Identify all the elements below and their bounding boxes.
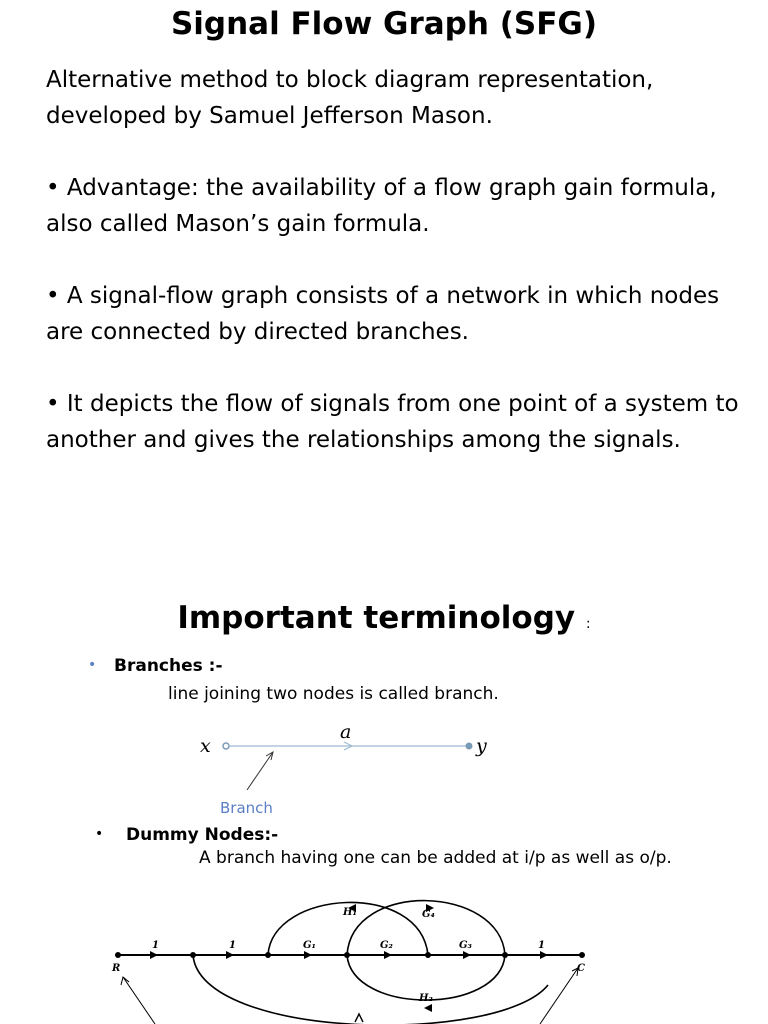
section-title-text: Important terminology bbox=[177, 600, 576, 636]
branch-output-node-label: y bbox=[476, 735, 487, 757]
gain-label-g2: G₂ bbox=[380, 940, 393, 951]
forward-arrow-6 bbox=[540, 951, 548, 959]
dummy-nodes-heading: Dummy Nodes:- bbox=[126, 825, 279, 845]
node-r bbox=[115, 952, 121, 958]
branch-pointer-label: Branch bbox=[220, 799, 273, 817]
gain-label-g3: G₃ bbox=[459, 940, 472, 951]
branch-input-node-label: x bbox=[200, 735, 211, 757]
forward-arrow-4 bbox=[384, 951, 392, 959]
gain-label-2: 1 bbox=[229, 940, 236, 951]
advantage-bullet: • Advantage: the availability of a flow graph gain formula, also called Mason’s gain formula. bbox=[46, 175, 717, 237]
upper-label-h1: H₁ bbox=[343, 907, 357, 918]
input-label-r: R bbox=[112, 963, 121, 974]
gain-label-g1: G₁ bbox=[303, 940, 316, 951]
outer-lower-loop bbox=[193, 955, 548, 1024]
node-c bbox=[579, 952, 585, 958]
section-title-colon: : bbox=[585, 616, 591, 632]
slide-title: Signal Flow Graph (SFG) bbox=[170, 6, 598, 42]
dummy-nodes-bullet: • bbox=[95, 826, 104, 842]
forward-arrow-1 bbox=[150, 951, 158, 959]
forward-arrow-5 bbox=[463, 951, 471, 959]
intro-paragraph: Alternative method to block diagram representation, developed by Samuel Jefferson Mason. bbox=[46, 67, 654, 129]
branches-definition: line joining two nodes is called branch. bbox=[168, 684, 499, 704]
branch-gain-label: a bbox=[340, 721, 352, 743]
depicts-bullet: • It depicts the flow of signals from one point of a system to another and gives the relationships among the signals. bbox=[46, 391, 739, 453]
input-pointer-line bbox=[123, 977, 155, 1024]
lower-label-h2: H₂ bbox=[419, 993, 433, 1004]
forward-arrow-3 bbox=[304, 951, 312, 959]
gain-label-1: 1 bbox=[152, 940, 159, 951]
output-label-c: C bbox=[577, 963, 585, 974]
branches-heading: Branches :- bbox=[114, 656, 223, 676]
outer-lower-loop-arrow bbox=[355, 1014, 363, 1022]
dummy-nodes-definition: A branch having one can be added at i/p as well as o/p. bbox=[199, 848, 672, 868]
forward-arrow-2 bbox=[226, 951, 234, 959]
upper-label-g4: G₄ bbox=[422, 909, 435, 920]
lower-loop-h2-arrow bbox=[424, 1004, 432, 1012]
output-pointer-line bbox=[540, 968, 578, 1024]
gain-label-6: 1 bbox=[538, 940, 545, 951]
branches-bullet: • bbox=[88, 657, 97, 673]
network-bullet: • A signal-flow graph consists of a network in which nodes are connected by directed branches. bbox=[46, 283, 720, 345]
